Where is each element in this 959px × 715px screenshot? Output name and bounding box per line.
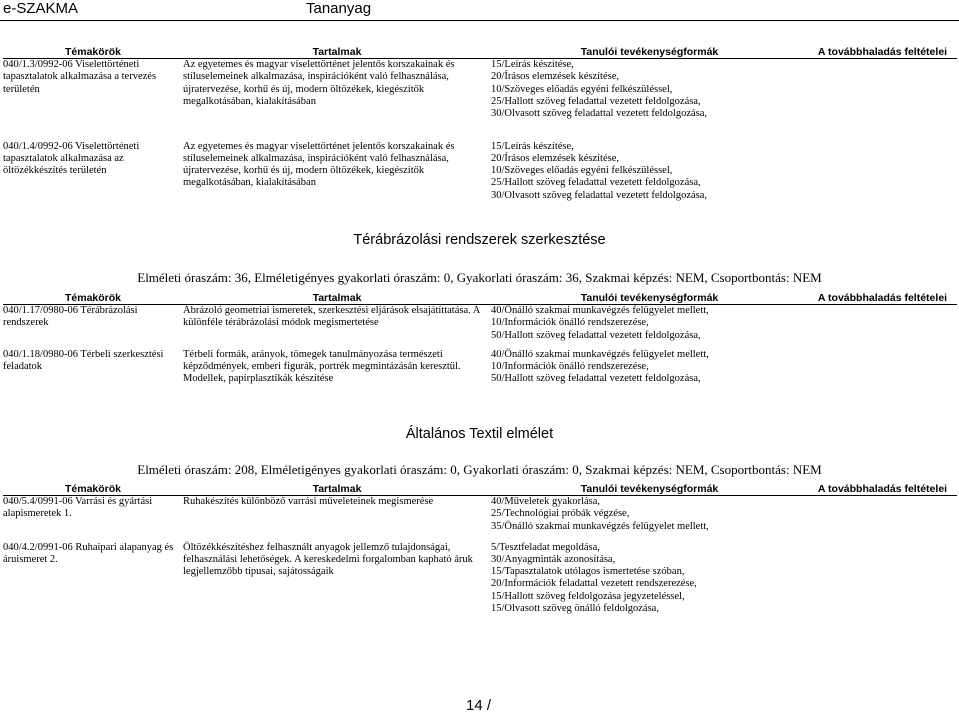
activity-line: 10/Szöveges előadás egyéni felkészüléssel, bbox=[491, 165, 673, 177]
curriculum-table-2 bbox=[3, 292, 957, 385]
cell-content: Az egyetemes és magyar viselettörténet jelentős korszakainak és stíluselemeinek alkalmazása, inspirációként való felhasználása, újratervezése, korhű és új, modern öltözékek, kiegészítők megalkotásában, kialakításában bbox=[183, 59, 455, 107]
activity-line: 20/Írásos elemzések készítése, bbox=[491, 152, 619, 164]
col-header-conditions: A továbbhaladás feltételei bbox=[808, 292, 957, 305]
col-header-activities: Tanulói tevékenységformák bbox=[491, 483, 808, 496]
activity-line: 35/Önálló szakmai munkavégzés felügyelet mellett, bbox=[491, 520, 709, 532]
activity-line: 15/Leírás készítése, bbox=[491, 140, 574, 152]
activity-line: 15/Olvasott szöveg önálló feldolgozása, bbox=[491, 602, 659, 614]
table-row bbox=[3, 141, 957, 202]
cell-content: Öltözékkészítéshez felhasznált anyagok jellemző tulajdonságai, felhasználási lehetőségek. A kereskedelmi forgalomban kapható áruk legjellemzőbb típusai, sajátosságaik bbox=[183, 541, 473, 578]
table-row bbox=[3, 305, 957, 349]
activity-line: 5/Tesztfeladat megoldása, bbox=[491, 541, 600, 553]
cell-topic: 040/1.4/0992-06 Viselettörténeti tapasztalatok alkalmazása az öltözékkészítés területén bbox=[3, 140, 140, 177]
col-header-activities: Tanulói tevékenységformák bbox=[491, 46, 808, 59]
col-header-activities: Tanulói tevékenységformák bbox=[491, 292, 808, 305]
brand-label: e-SZAKMA bbox=[3, 0, 79, 17]
table-row bbox=[3, 542, 957, 615]
page-header bbox=[0, 0, 959, 20]
activity-line: 10/Szöveges előadás egyéni felkészüléssel, bbox=[491, 83, 673, 95]
section-meta: Elméleti óraszám: 208, Elméletigényes gyakorlati óraszám: 0, Gyakorlati óraszám: 0, Szakmai képzés: NEM, Csoportbontás: NEM bbox=[137, 462, 822, 477]
table-header-row bbox=[3, 46, 957, 59]
activity-line: 15/Hallott szöveg feldolgozása jegyzeteléssel, bbox=[491, 590, 685, 602]
activity-line: 20/Információk feladattal vezetett rendszerezése, bbox=[491, 578, 697, 590]
activity-line: 30/Olvasott szöveg feladattal vezetett feldolgozása, bbox=[491, 108, 708, 120]
col-header-topic: Témakörök bbox=[3, 292, 183, 305]
cell-topic: 040/1.18/0980-06 Térbeli szerkesztési feladatok bbox=[3, 348, 164, 372]
table-header-row bbox=[3, 483, 957, 496]
activity-line: 50/Hallott szöveg feladattal vezetett feldolgozása, bbox=[491, 329, 701, 341]
cell-conditions bbox=[808, 542, 957, 615]
col-header-content: Tartalmak bbox=[183, 483, 491, 496]
activity-line: 30/Anyagminták azonosítása, bbox=[491, 553, 616, 565]
curriculum-table-3 bbox=[3, 483, 957, 615]
section-meta: Elméleti óraszám: 36, Elméletigényes gyakorlati óraszám: 0, Gyakorlati óraszám: 36, Szakmai képzés: NEM, Csoportbontás: NEM bbox=[137, 270, 822, 285]
table-row bbox=[3, 496, 957, 542]
activity-line: 15/Tapasztalatok utólagos ismertetése szóban, bbox=[491, 566, 685, 578]
cell-activities bbox=[491, 542, 808, 615]
curriculum-table-1 bbox=[3, 46, 957, 202]
table-row bbox=[3, 349, 957, 386]
cell-conditions bbox=[808, 141, 957, 202]
cell-topic: 040/4.2/0991-06 Ruhaipari alapanyag és áruismeret 2. bbox=[3, 541, 174, 565]
col-header-content: Tartalmak bbox=[183, 46, 491, 59]
col-header-conditions: A továbbhaladás feltételei bbox=[808, 483, 957, 496]
cell-content: Ruhakészítés különböző varrási műveleteinek megismerése bbox=[183, 496, 434, 508]
activity-line: 25/Hallott szöveg feladattal vezetett feldolgozása, bbox=[491, 95, 701, 107]
cell-content: Ábrázoló geometriai ismeretek, szerkesztési eljárások elsajátíttatása. A különféle térábrázolási módok megismertetése bbox=[183, 305, 480, 329]
activity-line: 50/Hallott szöveg feladattal vezetett feldolgozása, bbox=[491, 373, 701, 385]
page-number: 14 / bbox=[466, 697, 492, 714]
cell-conditions bbox=[808, 496, 957, 542]
activity-line: 25/Technológiai próbák végzése, bbox=[491, 508, 630, 520]
col-header-topic: Témakörök bbox=[3, 483, 183, 496]
activity-line: 40/Önálló szakmai munkavégzés felügyelet mellett, bbox=[491, 348, 709, 360]
table-header-row bbox=[3, 292, 957, 305]
cell-conditions bbox=[808, 305, 957, 349]
activity-line: 10/Információk önálló rendszerezése, bbox=[491, 317, 649, 329]
activity-line: 20/Írásos elemzések készítése, bbox=[491, 71, 619, 83]
activity-line: 40/Műveletek gyakorlása, bbox=[491, 496, 601, 508]
col-header-content: Tartalmak bbox=[183, 292, 491, 305]
cell-activities bbox=[491, 496, 808, 542]
cell-content: Térbeli formák, arányok, tömegek tanulmányozása természeti képződmények, emberi figurák, portrék megmintázásán keresztül. Modellek, papírplasztikák készítése bbox=[183, 348, 461, 385]
header-title: Tananyag bbox=[306, 0, 372, 17]
cell-activities bbox=[491, 305, 808, 349]
cell-topic: 040/1.3/0992-06 Viselettörténeti tapasztalatok alkalmazása a tervezés területén bbox=[3, 59, 157, 95]
section-title: Térábrázolási rendszerek szerkesztése bbox=[353, 232, 606, 248]
section-title: Általános Textil elmélet bbox=[405, 426, 554, 442]
activity-line: 25/Hallott szöveg feladattal vezetett feldolgozása, bbox=[491, 177, 701, 189]
activity-line: 15/Leírás készítése, bbox=[491, 59, 574, 71]
activity-line: 40/Önálló szakmai munkavégzés felügyelet mellett, bbox=[491, 305, 709, 317]
table-row bbox=[3, 59, 957, 141]
cell-conditions bbox=[808, 59, 957, 141]
activity-line: 30/Olvasott szöveg feladattal vezetett feldolgozása, bbox=[491, 189, 708, 201]
col-header-conditions: A továbbhaladás feltételei bbox=[808, 46, 957, 59]
col-header-topic: Témakörök bbox=[3, 46, 183, 59]
cell-content: Az egyetemes és magyar viselettörténet jelentős korszakainak és stíluselemeinek alkalmazása, inspirációként való felhasználása, újratervezése, korhű és új, modern öltözékek, kiegészítők megalkotásában, kialakításában bbox=[183, 140, 455, 189]
cell-topic: 040/5.4/0991-06 Varrási és gyártási alapismeretek 1. bbox=[3, 496, 153, 520]
cell-topic: 040/1.17/0980-06 Térábrázolási rendszerek bbox=[3, 305, 138, 329]
cell-activities bbox=[491, 59, 808, 141]
activity-line: 10/Információk önálló rendszerezése, bbox=[491, 360, 649, 372]
header-rule bbox=[0, 20, 959, 21]
cell-conditions bbox=[808, 349, 957, 386]
cell-activities bbox=[491, 349, 808, 386]
cell-activities bbox=[491, 141, 808, 202]
